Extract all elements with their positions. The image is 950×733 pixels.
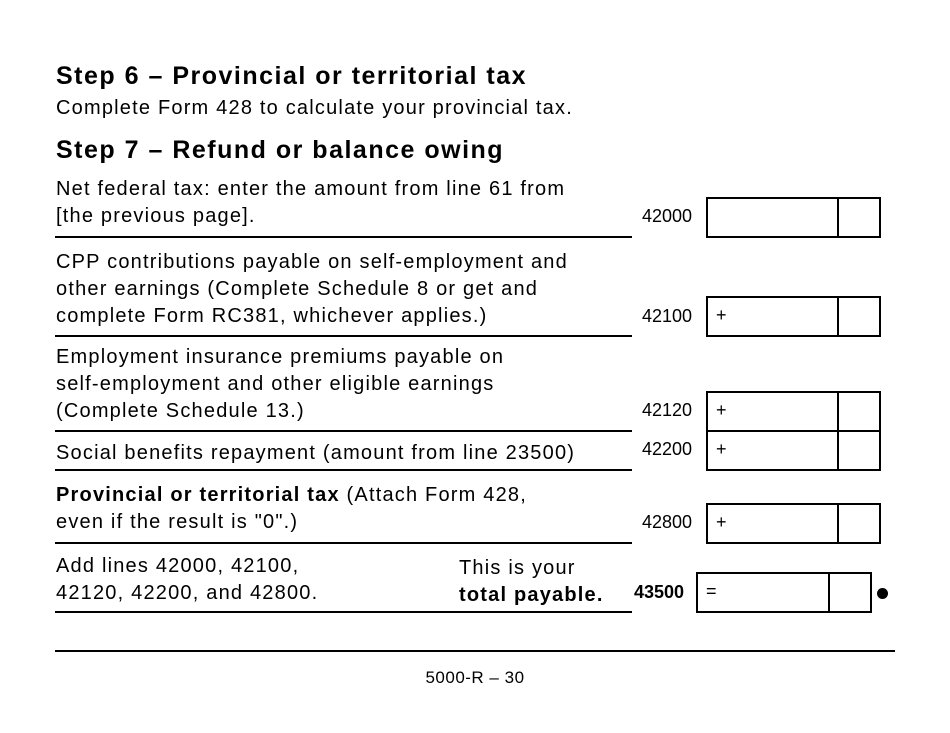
step6-heading: Step 6 – Provincial or territorial tax [56,62,528,90]
line-42120-description: Employment insurance premiums payable on self-employment and other eligible earnings (Complete Schedule 13.) [56,346,505,422]
footer-divider [55,650,895,652]
page-number: 5000-R – 30 [425,668,525,687]
step6-instruction: Complete Form 428 to calculate your provincial tax. [56,97,573,119]
line-code-42100: 42100 [642,306,693,326]
amount-field-42120[interactable]: + [706,391,881,432]
amount-field-42200[interactable]: + [706,430,881,471]
line-code-42000: 42000 [642,206,693,226]
cents-divider [828,574,830,611]
total-payable-field[interactable]: = [696,572,872,613]
divider [55,236,632,238]
line-code-43500: 43500 [634,582,685,602]
total-description: Add lines 42000, 42100, 42120, 42200, and 42800. [56,555,319,604]
divider [55,611,632,613]
amount-field-42000[interactable] [706,197,881,238]
line-42100-description: CPP contributions payable on self-employment and other earnings (Complete Schedule 8 or get and complete Form RC381, whichever applies.) [56,251,568,327]
cents-divider [837,432,839,469]
cents-divider [837,505,839,542]
total-label: This is your total payable. [459,557,604,606]
divider [55,469,632,471]
divider [55,335,632,337]
line-42800-description: Provincial or territorial tax (Attach Form 428, even if the result is "0".) [56,484,527,533]
line-42200-description: Social benefits repayment (amount from line 23500) [56,442,576,464]
cents-divider [837,298,839,335]
cents-divider [837,199,839,236]
cents-divider [837,393,839,430]
divider [55,542,632,544]
line-code-42120: 42120 [642,400,693,420]
amount-field-42100[interactable]: + [706,296,881,337]
line-code-42200: 42200 [642,439,693,459]
amount-field-42800[interactable]: + [706,503,881,544]
step7-heading: Step 7 – Refund or balance owing [56,136,505,164]
line-code-42800: 42800 [642,512,693,532]
divider [55,430,632,432]
bullet-marker-icon [877,588,888,599]
line-42000-description: Net federal tax: enter the amount from line 61 from [the previous page]. [56,178,566,227]
